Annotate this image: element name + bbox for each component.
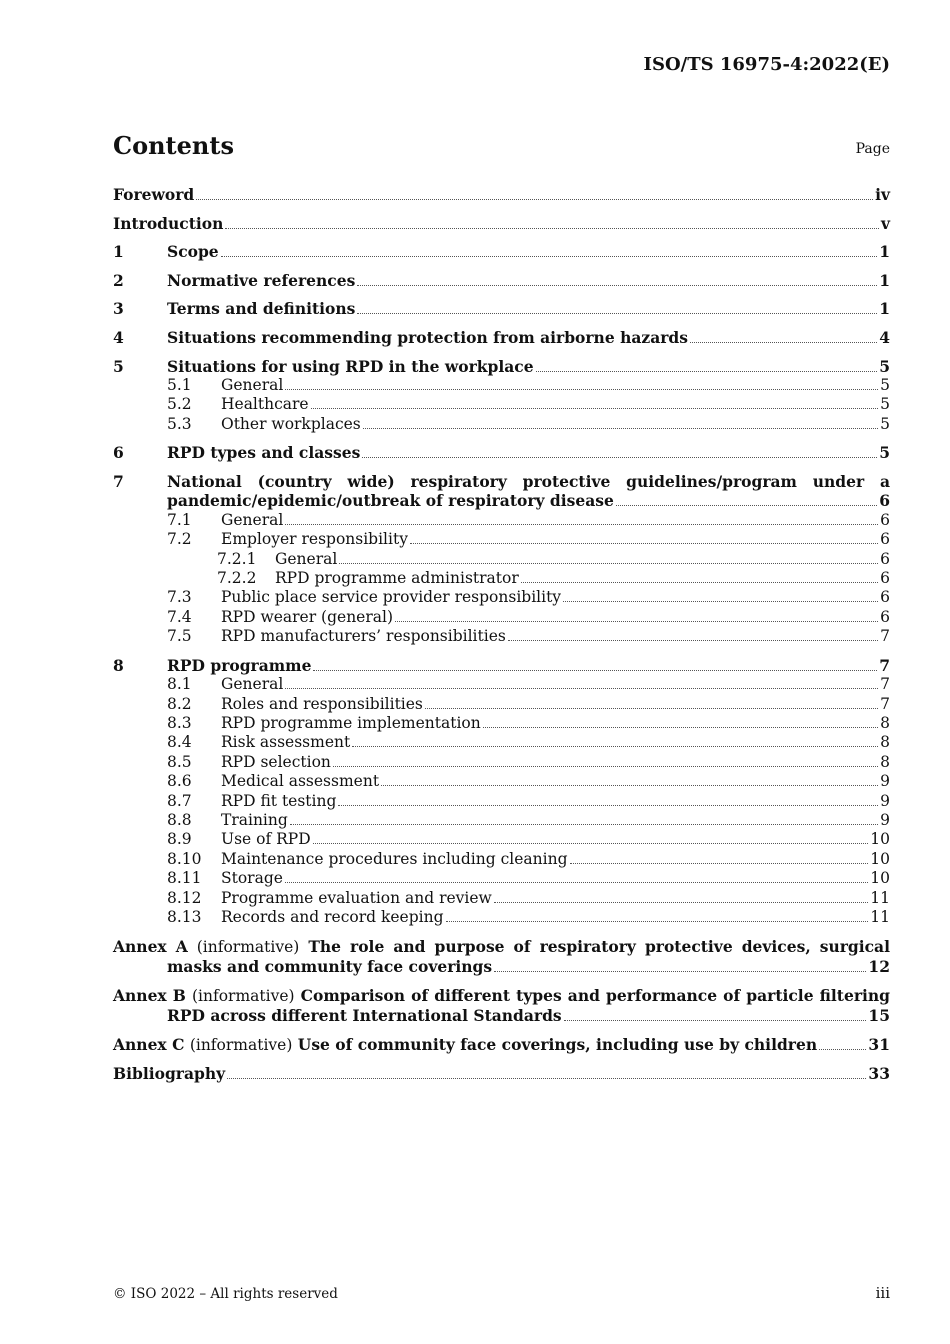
toc-page: 10 (870, 849, 890, 868)
toc-title: RPD programme implementation (221, 714, 481, 733)
toc-page: 9 (880, 811, 890, 830)
toc-page: 5 (880, 375, 890, 394)
toc-page: 6 (879, 491, 890, 511)
toc-title-line1: The role and purpose of respiratory protective devices, surgical (308, 936, 890, 956)
toc-title: RPD fit testing (221, 791, 337, 810)
dot-leader (483, 726, 878, 728)
toc-number: 5 (113, 356, 124, 376)
toc-title: Training (221, 811, 288, 830)
toc-number: 8.10 (167, 849, 202, 868)
toc-entry-8-7[interactable] (113, 792, 890, 811)
toc-entry-introduction[interactable] (113, 214, 890, 233)
toc-entry-8-12[interactable] (113, 889, 890, 908)
dot-leader (410, 542, 878, 544)
annex-informative: (informative) (191, 986, 295, 1005)
dot-leader (521, 581, 878, 583)
toc-number: 1 (113, 242, 124, 262)
toc-title: RPD programme (167, 655, 312, 675)
toc-entry-annex-c[interactable] (113, 1035, 890, 1055)
toc-number: 8.5 (167, 752, 192, 771)
toc-page: v (880, 213, 890, 233)
toc-entry-7-3[interactable] (113, 588, 890, 607)
toc-number: 8.7 (167, 791, 192, 810)
toc-title: Public place service provider responsibility (221, 588, 562, 607)
toc-entry-7-2-1[interactable] (113, 550, 890, 569)
toc-title: Records and record keeping (221, 908, 444, 927)
toc-entry-7-2-2[interactable] (113, 569, 890, 588)
toc-title: Foreword (113, 185, 195, 204)
toc-entry-5-1[interactable] (113, 376, 890, 395)
toc-page: 7 (880, 694, 890, 713)
toc-title: Risk assessment (221, 733, 351, 752)
toc-page: 5 (880, 414, 890, 433)
dot-leader (221, 255, 878, 257)
annex-informative: (informative) (189, 1035, 293, 1054)
toc-entry-annex-a[interactable] (113, 937, 890, 977)
toc-entry-8-3[interactable] (113, 714, 890, 733)
toc-entry-7-4[interactable] (113, 608, 890, 627)
dot-leader (446, 920, 869, 922)
toc-title-line1: National (country wide) respiratory protective guidelines/program under a (167, 471, 890, 491)
dot-leader (508, 639, 878, 641)
toc-number: 5.2 (167, 395, 192, 414)
toc-page: 1 (879, 299, 890, 319)
toc-entry-8-4[interactable] (113, 733, 890, 752)
toc-number: 7.3 (167, 588, 192, 607)
dot-leader (290, 823, 878, 825)
dot-leader (311, 407, 879, 409)
toc-number: 8.9 (167, 830, 192, 849)
toc-number: 8.3 (167, 714, 192, 733)
dot-leader (285, 388, 878, 390)
dot-leader (227, 1077, 866, 1079)
toc-number: 3 (113, 299, 124, 319)
toc-page: 7 (879, 655, 890, 675)
toc-entry-7-1[interactable] (113, 511, 890, 530)
toc-entry-7-5[interactable] (113, 627, 890, 646)
toc-number: 2 (113, 270, 124, 290)
dot-leader (285, 523, 878, 525)
dot-leader (570, 862, 869, 864)
toc-entry-1[interactable] (113, 242, 890, 261)
toc-page: 8 (880, 714, 890, 733)
toc-number: 7 (113, 471, 124, 491)
toc-title: General (221, 675, 284, 694)
toc-title: Roles and responsibilities (221, 694, 423, 713)
toc-entry-8-13[interactable] (113, 908, 890, 927)
toc-entry-5[interactable] (113, 357, 890, 376)
toc-page: 33 (868, 1064, 890, 1084)
toc-entry-6[interactable] (113, 443, 890, 462)
toc-number: 8.11 (167, 869, 202, 888)
toc-number: 6 (113, 443, 124, 463)
toc-title: Terms and definitions (167, 299, 356, 319)
annex-label: Annex B (113, 985, 186, 1005)
toc-page: 31 (868, 1034, 890, 1054)
toc-title: RPD selection (221, 752, 331, 771)
toc-title: Healthcare (221, 395, 309, 414)
dot-leader (285, 881, 868, 883)
toc-number: 8.12 (167, 888, 202, 907)
toc-title-line1: Comparison of different types and performance of particle filtering (300, 985, 890, 1005)
toc-title: RPD wearer (general) (221, 607, 394, 626)
toc-number: 8.4 (167, 733, 192, 752)
dot-leader (564, 1019, 867, 1021)
dot-leader (563, 600, 878, 602)
toc-page: 7 (880, 675, 890, 694)
toc-number: 8 (113, 655, 124, 675)
annex-label: Annex C (113, 1034, 185, 1054)
annex-informative: (informative) (196, 937, 300, 956)
page-column-label: Page (855, 141, 890, 157)
toc-page: 5 (879, 356, 890, 376)
toc-title-line2: pandemic/epidemic/outbreak of respiratory disease (167, 491, 614, 511)
toc-entry-8-6[interactable] (113, 772, 890, 791)
toc-title: RPD programme administrator (275, 569, 519, 587)
toc-page: 6 (880, 530, 890, 549)
toc-title: Employer responsibility (221, 530, 408, 549)
toc-page: 6 (880, 607, 890, 626)
annex-label: Annex A (113, 936, 188, 956)
toc-page: 11 (870, 908, 890, 927)
toc-page: 9 (880, 791, 890, 810)
dot-leader (352, 745, 878, 747)
toc-page: 9 (880, 772, 890, 791)
dot-leader (333, 765, 878, 767)
toc-page: iv (875, 185, 890, 204)
dot-leader (381, 784, 878, 786)
page-number: iii (875, 1284, 890, 1302)
dot-leader (536, 370, 878, 372)
toc-page: 6 (880, 549, 890, 568)
toc-entry-7[interactable] (113, 472, 890, 511)
dot-leader (363, 427, 878, 429)
dot-leader (494, 970, 866, 972)
toc-entry-8-11[interactable] (113, 869, 890, 888)
toc-number: 7.4 (167, 607, 192, 626)
toc-title: Use of community face coverings, including use by children (297, 1034, 818, 1054)
toc-number: 8.8 (167, 811, 192, 830)
toc-number: 7.2.2 (217, 569, 257, 587)
document-id: ISO/TS 16975-4:2022(E) (643, 54, 890, 75)
toc-title-line2: masks and community face coverings (167, 957, 493, 977)
toc-entry-8-8[interactable] (113, 811, 890, 830)
toc-page: 8 (880, 752, 890, 771)
toc-page: 1 (879, 270, 890, 290)
toc-page: 12 (868, 957, 890, 977)
toc-entry-bibliography[interactable] (113, 1064, 890, 1083)
toc-number: 8.13 (167, 908, 202, 927)
toc-title: General (221, 510, 284, 529)
toc-entry-8-1[interactable] (113, 675, 890, 694)
toc-title: Maintenance procedures including cleaning (221, 849, 568, 868)
dot-leader (357, 312, 877, 314)
contents-heading: Contents (113, 131, 234, 160)
toc-page: 1 (879, 242, 890, 262)
toc-title: Introduction (113, 213, 224, 233)
toc-title: Bibliography (113, 1064, 226, 1084)
toc-page: 15 (868, 1006, 890, 1026)
toc-entry-8-10[interactable] (113, 850, 890, 869)
toc-entry-8-5[interactable] (113, 753, 890, 772)
dot-leader (690, 341, 877, 343)
toc-page: 10 (870, 830, 890, 849)
toc-number: 7.2 (167, 530, 192, 549)
toc-entry-7-2[interactable] (113, 530, 890, 549)
toc-title: Normative references (167, 270, 356, 290)
toc-title: RPD types and classes (167, 443, 361, 463)
toc-page: 10 (870, 869, 890, 888)
toc-number: 5.1 (167, 375, 192, 394)
toc-entry-5-2[interactable] (113, 395, 890, 414)
toc-entry-foreword[interactable] (113, 185, 890, 204)
toc-number: 8.1 (167, 675, 192, 694)
toc-entry-annex-b[interactable] (113, 986, 890, 1026)
dot-leader (819, 1048, 866, 1050)
toc-page: 6 (880, 510, 890, 529)
toc-number: 7.1 (167, 510, 192, 529)
toc-title: Medical assessment (221, 772, 380, 791)
toc-title: Situations for using RPD in the workplace (167, 356, 534, 376)
toc-title: General (221, 375, 284, 394)
table-of-contents (113, 185, 890, 1084)
dot-leader (285, 687, 878, 689)
toc-number: 8.2 (167, 694, 192, 713)
toc-page: 6 (880, 588, 890, 607)
toc-entry-8-2[interactable] (113, 695, 890, 714)
toc-page: 8 (880, 733, 890, 752)
toc-number: 4 (113, 327, 124, 347)
toc-number: 7.5 (167, 627, 192, 646)
toc-number: 8.6 (167, 772, 192, 791)
toc-page: 5 (880, 395, 890, 414)
toc-page: 4 (879, 327, 890, 347)
dot-leader (313, 842, 869, 844)
dot-leader (225, 227, 879, 229)
dot-leader (494, 901, 868, 903)
dot-leader (339, 562, 878, 564)
copyright-notice: © ISO 2022 – All rights reserved (113, 1286, 338, 1302)
dot-leader (395, 620, 878, 622)
toc-page: 6 (880, 569, 890, 587)
toc-title: Programme evaluation and review (221, 888, 492, 907)
toc-entry-5-3[interactable] (113, 415, 890, 434)
toc-title: RPD manufacturers’ responsibilities (221, 627, 506, 646)
toc-number: 7.2.1 (217, 549, 257, 568)
toc-number: 5.3 (167, 414, 192, 433)
toc-title-line2: RPD across different International Standards (167, 1006, 562, 1026)
toc-page: 5 (879, 443, 890, 463)
toc-entry-4[interactable] (113, 328, 890, 347)
toc-entry-8-9[interactable] (113, 830, 890, 849)
toc-title: General (275, 549, 338, 568)
toc-title: Other workplaces (221, 414, 361, 433)
dot-leader (616, 504, 877, 506)
toc-title: Use of RPD (221, 830, 311, 849)
toc-entry-2[interactable] (113, 271, 890, 290)
toc-title: Scope (167, 242, 219, 262)
toc-page: 11 (870, 888, 890, 907)
toc-title: Situations recommending protection from airborne hazards (167, 327, 688, 347)
dot-leader (362, 456, 877, 458)
dot-leader (196, 198, 873, 200)
dot-leader (338, 804, 878, 806)
dot-leader (357, 284, 877, 286)
dot-leader (313, 669, 877, 671)
toc-entry-8[interactable] (113, 656, 890, 675)
dot-leader (425, 707, 878, 709)
toc-entry-3[interactable] (113, 299, 890, 318)
toc-page: 7 (880, 627, 890, 646)
toc-title: Storage (221, 869, 283, 888)
